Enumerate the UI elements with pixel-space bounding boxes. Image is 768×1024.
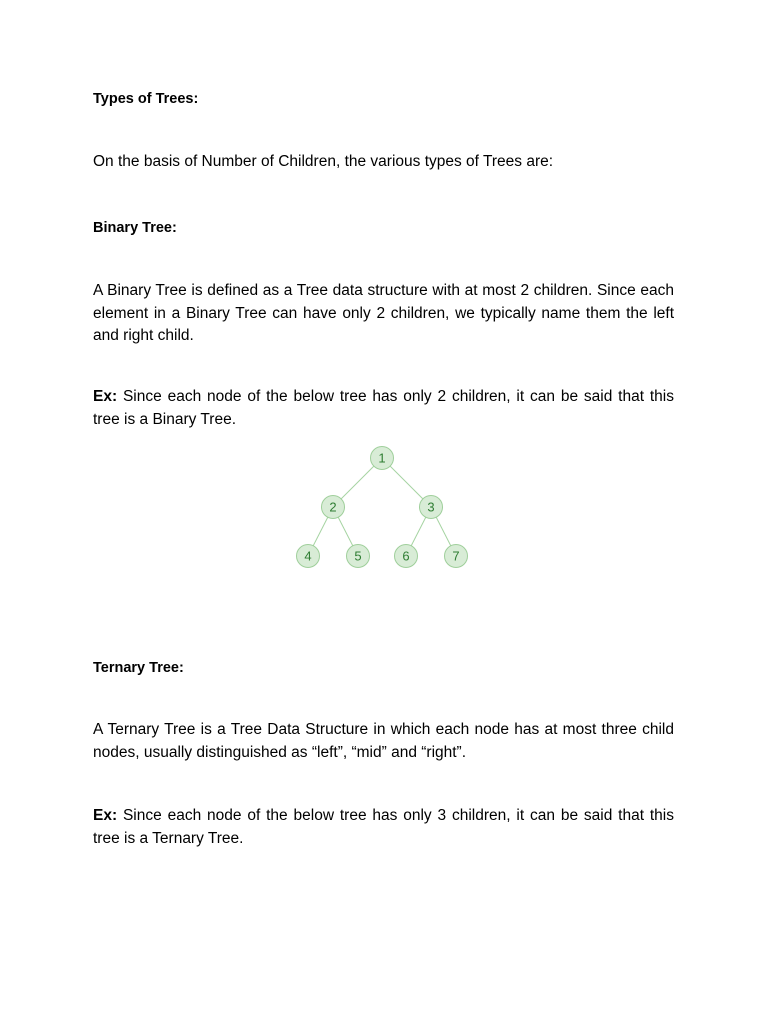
tree-edge-1-2 xyxy=(341,466,374,499)
tree-node-label: 2 xyxy=(329,499,337,515)
binary-tree-heading: Binary Tree: xyxy=(93,220,177,236)
tree-node-5 xyxy=(347,545,370,568)
tree-edge-3-7 xyxy=(436,517,451,546)
example-label: Ex: xyxy=(93,807,118,824)
tree-node-label: 5 xyxy=(354,548,362,564)
example-text: Since each node of the below tree has only 3 children, it can be said that this tree is a Ternary Tree. xyxy=(93,807,674,847)
binary-tree-example xyxy=(93,386,674,431)
binary-tree-svg xyxy=(288,440,478,575)
tree-node-label: 4 xyxy=(304,548,312,564)
tree-node-label: 7 xyxy=(452,548,460,564)
binary-tree-definition: A Binary Tree is defined as a Tree data structure with at most 2 children. Since each element in a Binary Tree can have only 2 children, we typically name them the left and right child. xyxy=(93,282,674,344)
tree-edge-1-3 xyxy=(390,466,423,499)
example-label: Ex: xyxy=(93,388,118,405)
types-of-trees-heading: Types of Trees: xyxy=(93,91,199,107)
ternary-tree-definition: A Ternary Tree is a Tree Data Structure in which each node has at most three child nodes, usually distinguished as “left”, “mid” and “right”. xyxy=(93,721,674,761)
tree-edge-2-4 xyxy=(313,517,328,546)
tree-node-1 xyxy=(371,447,394,470)
tree-node-label: 3 xyxy=(427,499,435,515)
tree-nodes xyxy=(297,447,468,568)
tree-node-6 xyxy=(395,545,418,568)
tree-node-7 xyxy=(445,545,468,568)
intro-paragraph: On the basis of Number of Children, the various types of Trees are: xyxy=(93,153,554,170)
example-text: Since each node of the below tree has only 2 children, it can be said that this tree is a Binary Tree. xyxy=(93,388,674,428)
tree-node-4 xyxy=(297,545,320,568)
tree-node-label: 1 xyxy=(378,450,386,466)
binary-tree-diagram xyxy=(288,440,478,575)
tree-edge-3-6 xyxy=(411,517,426,546)
ternary-tree-example xyxy=(93,805,674,850)
tree-node-label: 6 xyxy=(402,548,410,564)
tree-node-2 xyxy=(322,496,345,519)
tree-edge-2-5 xyxy=(338,517,353,546)
tree-node-3 xyxy=(420,496,443,519)
ternary-tree-heading: Ternary Tree: xyxy=(93,660,184,676)
